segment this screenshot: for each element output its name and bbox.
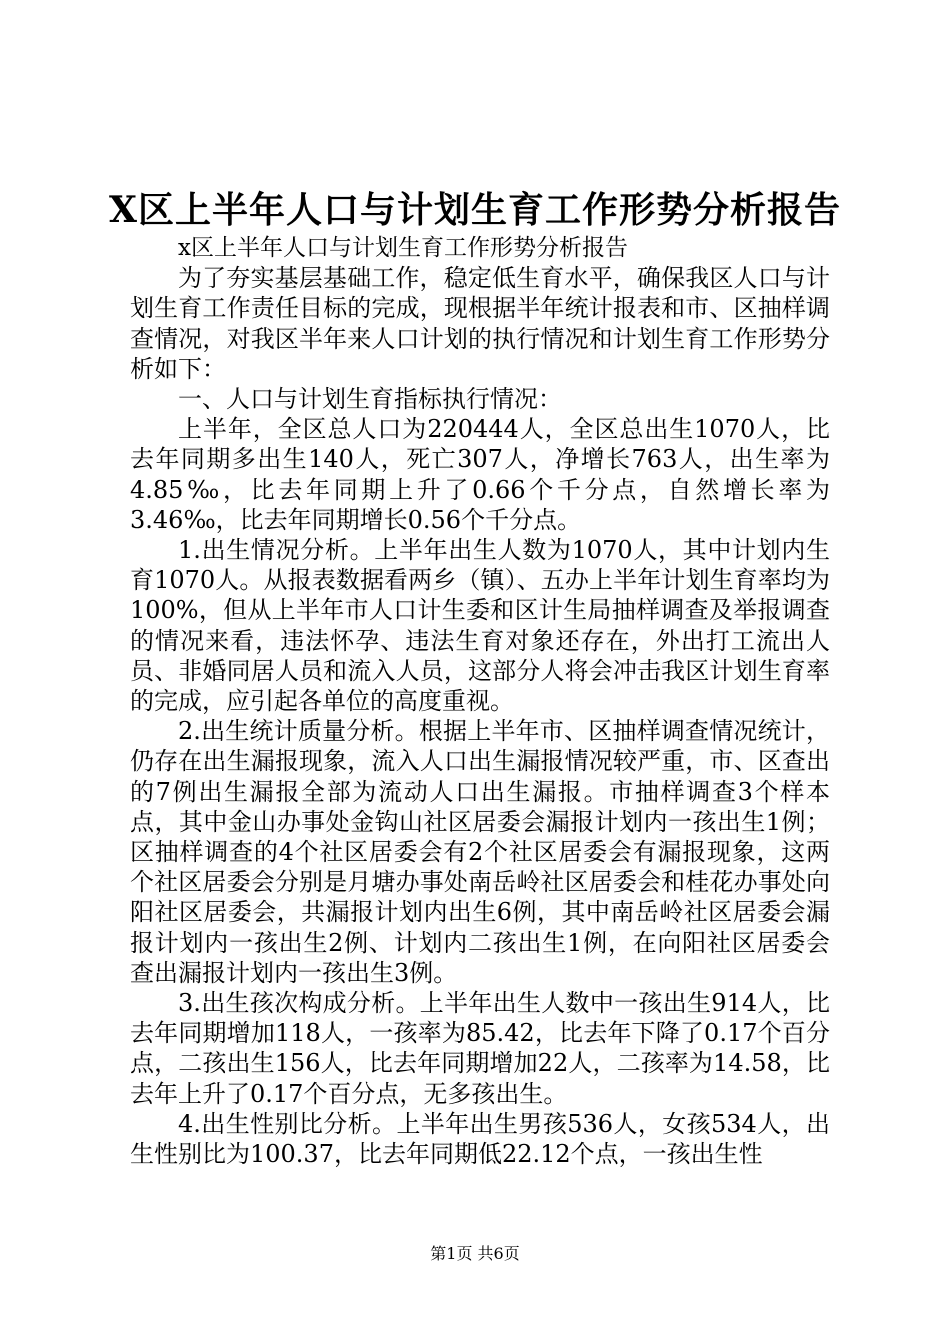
paragraph-intro: 为了夯实基层基础工作，稳定低生育水平，确保我区人口与计划生育工作责任目标的完成，现根据半年统计报表和市、区抽样调查情况，对我区半年来人口计划的执行情况和计划生育工作形势分析如下： [130,264,830,383]
paragraph-birth-order: 3.出生孩次构成分析。上半年出生人数中一孩出生914人，比去年同期增加118人，一孩率为85.42，比去年下降了0.17个百分点，二孩出生156人，比去年同期增加22人，二孩率为14.58，比去年上升了0.17个百分点，无多孩出生。 [130,989,830,1108]
document-subtitle: x区上半年人口与计划生育工作形势分析报告 [178,235,628,261]
section-heading-1: 一、人口与计划生育指标执行情况： [178,385,562,414]
document-body [130,233,830,1169]
paragraph-overview: 上半年，全区总人口为220444人，全区总出生1070人，比去年同期多出生140人，死亡307人，净增长763人，出生率为4.85‰，比去年同期上升了0.66个千分点，自然增长率为3.46‰，比去年同期增长0.56个千分点。 [130,415,830,534]
page-footer: 第1页 共6页 [430,1244,520,1263]
paragraph-sex-ratio: 4.出生性别比分析。上半年出生男孩536人，女孩534人，出生性别比为100.37，比去年同期低22.12个点，一孩出生性 [130,1109,830,1169]
paragraph-birth-analysis: 1.出生情况分析。上半年出生人数为1070人，其中计划内生育1070人。从报表数据看两乡（镇）、五办上半年计划生育率均为100%，但从上半年市人口计生委和区计生局抽样调查及举报调查的情况来看，违法怀孕、违法生育对象还存在，外出打工流出人员、非婚同居人员和流入人员，这部分人将会冲击我区计划生育率的完成，应引起各单位的高度重视。 [130,536,830,716]
document-title: X区上半年人口与计划生育工作形势分析报告 [109,189,841,231]
paragraph-statistics-quality: 2.出生统计质量分析。根据上半年市、区抽样调查情况统计，仍存在出生漏报现象，流入人口出生漏报情况较严重，市、区查出的7例出生漏报全部为流动人口出生漏报。市抽样调查3个样本点，其中金山办事处金钩山社区居委会漏报计划内一孩出生1例；区抽样调查的4个社区居委会有2个社区居委会有漏报现象，这两个社区居委会分别是月塘办事处南岳岭社区居委会和桂花办事处向阳社区居委会，共漏报计划内出生6例，其中南岳岭社区居委会漏报计划内一孩出生2例、计划内二孩出生1例，在向阳社区居委会查出漏报计划内一孩出生3例。 [130,717,830,987]
